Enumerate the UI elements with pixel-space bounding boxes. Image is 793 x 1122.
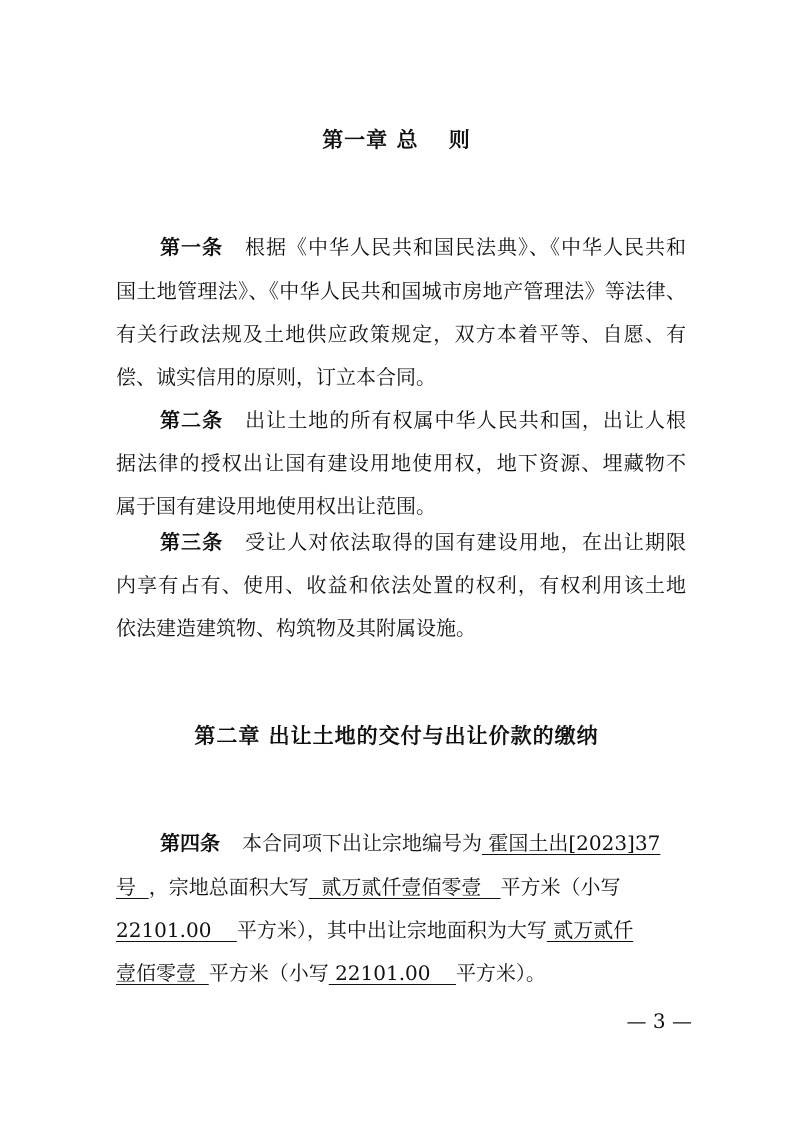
article-3-line-3: 依法建造建筑物、构筑物及其附属设施。: [116, 616, 476, 640]
article-4-text-3a: 平方米），其中出让宗地面积为大写: [236, 918, 547, 942]
article-3-label: 第三条: [160, 530, 224, 554]
article-4-line-3: [116, 915, 686, 945]
chapter-1-title: 第一章 总 则: [322, 128, 471, 152]
article-4-line-2: [116, 872, 686, 902]
total-area-lower-field: 22101.00: [116, 918, 237, 942]
article-4-text-1: 本合同项下出让宗地编号为: [242, 831, 482, 855]
article-4-line-4: [116, 958, 686, 988]
chapter-2-title: 第二章 出让土地的交付与出让价款的缴纳: [194, 724, 599, 748]
article-4-text-2b: 平方米（小写: [500, 875, 621, 899]
article-3-line-2: 内享有占有、使用、收益和依法处置的权利，有权利用该土地: [116, 573, 686, 597]
article-2-line-3: 属于国有建设用地使用权出让范围。: [116, 494, 436, 518]
total-area-upper-field: 贰万贰仟壹佰零壹: [308, 875, 501, 899]
parcel-number-field-cont: 号: [116, 875, 149, 899]
page-number: — 3 —: [626, 1009, 692, 1033]
sold-area-upper-field: 贰万贰仟: [546, 918, 634, 942]
article-1-line-4: 偿、诚实信用的原则，订立本合同。: [116, 365, 436, 389]
article-4-line-1: [160, 828, 686, 858]
parcel-number-field: 霍国土出[2023]37: [482, 831, 661, 855]
article-4-text-2a: ，宗地总面积大写: [148, 875, 309, 899]
article-1-text-1: 根据《中华人民共和国民法典》、《中华人民共和: [245, 235, 686, 259]
article-1-line-2: 国土地管理法》、《中华人民共和国城市房地产管理法》等法律、: [116, 279, 686, 303]
sold-area-upper-field-cont: 壹佰零壹: [116, 961, 209, 985]
article-3-line-1: [160, 527, 686, 557]
article-2-line-1: [160, 405, 686, 435]
article-2-label: 第二条: [160, 408, 224, 432]
article-4-text-4a: 平方米（小写: [208, 961, 329, 985]
article-4-text-4b: 平方米）。: [455, 961, 546, 985]
article-1-label: 第一条: [160, 235, 223, 259]
sold-area-lower-field: 22101.00: [328, 961, 456, 985]
article-2-text-1: 出让土地的所有权属中华人民共和国，出让人根: [245, 408, 687, 432]
article-3-text-1: 受让人对依法取得的国有建设用地，在出让期限: [245, 530, 687, 554]
article-2-line-2: 据法律的授权出让国有建设用地使用权，地下资源、埋藏物不: [116, 451, 686, 475]
article-1-line-3: 有关行政法规及土地供应政策规定，双方本着平等、自愿、有: [116, 322, 686, 346]
article-4-label: 第四条: [160, 831, 220, 855]
article-1-line-1: [160, 232, 686, 262]
